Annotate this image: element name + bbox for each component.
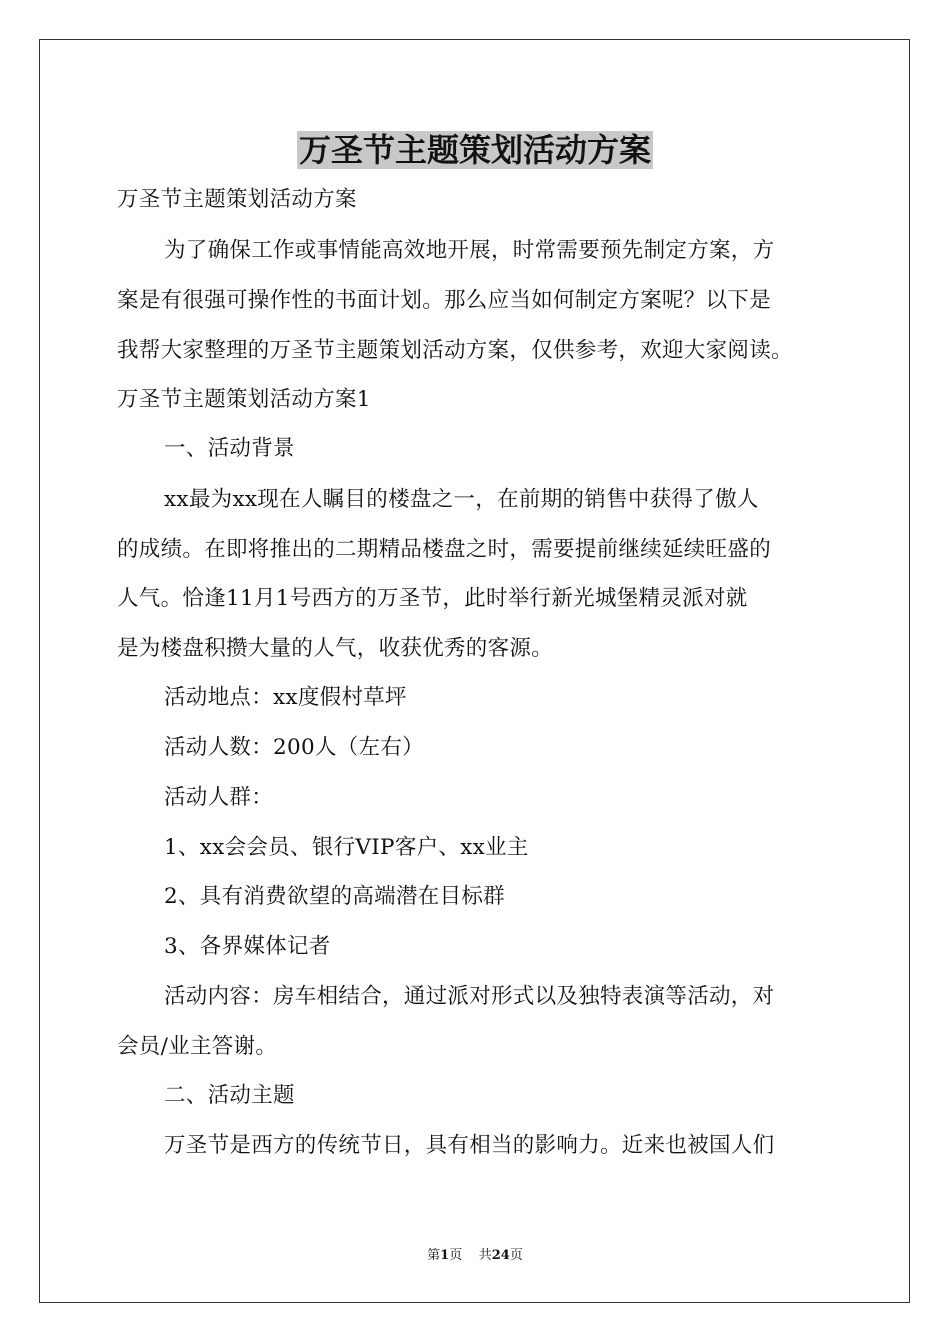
list-item: 1、xx会会员、银行VIP客户、xx业主 (164, 835, 529, 860)
list-item: 3、各界媒体记者 (164, 934, 331, 959)
paragraph-line: 的成绩。在即将推出的二期精品楼盘之时，需要提前继续延续旺盛的 (117, 537, 772, 562)
paragraph-line: 活动人群： (164, 785, 274, 810)
subtitle-line: 万圣节主题策划活动方案 (117, 187, 357, 212)
paragraph-line: 是为楼盘积攒大量的人气，收获优秀的客源。 (117, 636, 554, 661)
document-title-text: 万圣节主题策划活动方案 (298, 131, 651, 169)
page-total-unit: 页 (509, 1248, 523, 1263)
paragraph-line: 为了确保工作或事情能高效地开展，时常需要预先制定方案，方 (164, 238, 775, 263)
paragraph-line: xx最为xx现在人瞩目的楼盘之一，在前期的销售中获得了傲人 (164, 487, 759, 512)
list-item: 2、具有消费欲望的高端潜在目标群 (164, 884, 505, 909)
paragraph-line: 会员/业主答谢。 (117, 1034, 278, 1059)
paragraph-line: 案是有很强可操作性的书面计划。那么应当如何制定方案呢？以下是 (117, 288, 772, 313)
section-heading: 一、活动背景 (164, 436, 295, 461)
page-number-prefix: 第 (427, 1248, 441, 1263)
paragraph-line: 活动地点：xx度假村草坪 (164, 685, 407, 710)
page-number-unit: 页 (449, 1248, 463, 1263)
page-border (39, 39, 910, 1303)
page-total-prefix: 共 (478, 1248, 492, 1263)
page-number-current: 1 (440, 1248, 450, 1263)
paragraph-line: 万圣节是西方的传统节日，具有相当的影响力。近来也被国人们 (164, 1133, 775, 1158)
document-title (0, 126, 950, 174)
page-total-count: 24 (491, 1248, 510, 1263)
section-heading: 万圣节主题策划活动方案1 (117, 387, 371, 412)
section-heading: 二、活动主题 (164, 1083, 295, 1108)
paragraph-line: 活动人数：200人（左右） (164, 735, 424, 760)
page-footer (0, 1247, 950, 1265)
paragraph-line: 人气。恰逢11月1号西方的万圣节，此时举行新光城堡精灵派对就 (117, 586, 748, 611)
paragraph-line: 活动内容：房车相结合，通过派对形式以及独特表演等活动，对 (164, 984, 775, 1009)
paragraph-line: 我帮大家整理的万圣节主题策划活动方案，仅供参考，欢迎大家阅读。 (117, 338, 793, 363)
